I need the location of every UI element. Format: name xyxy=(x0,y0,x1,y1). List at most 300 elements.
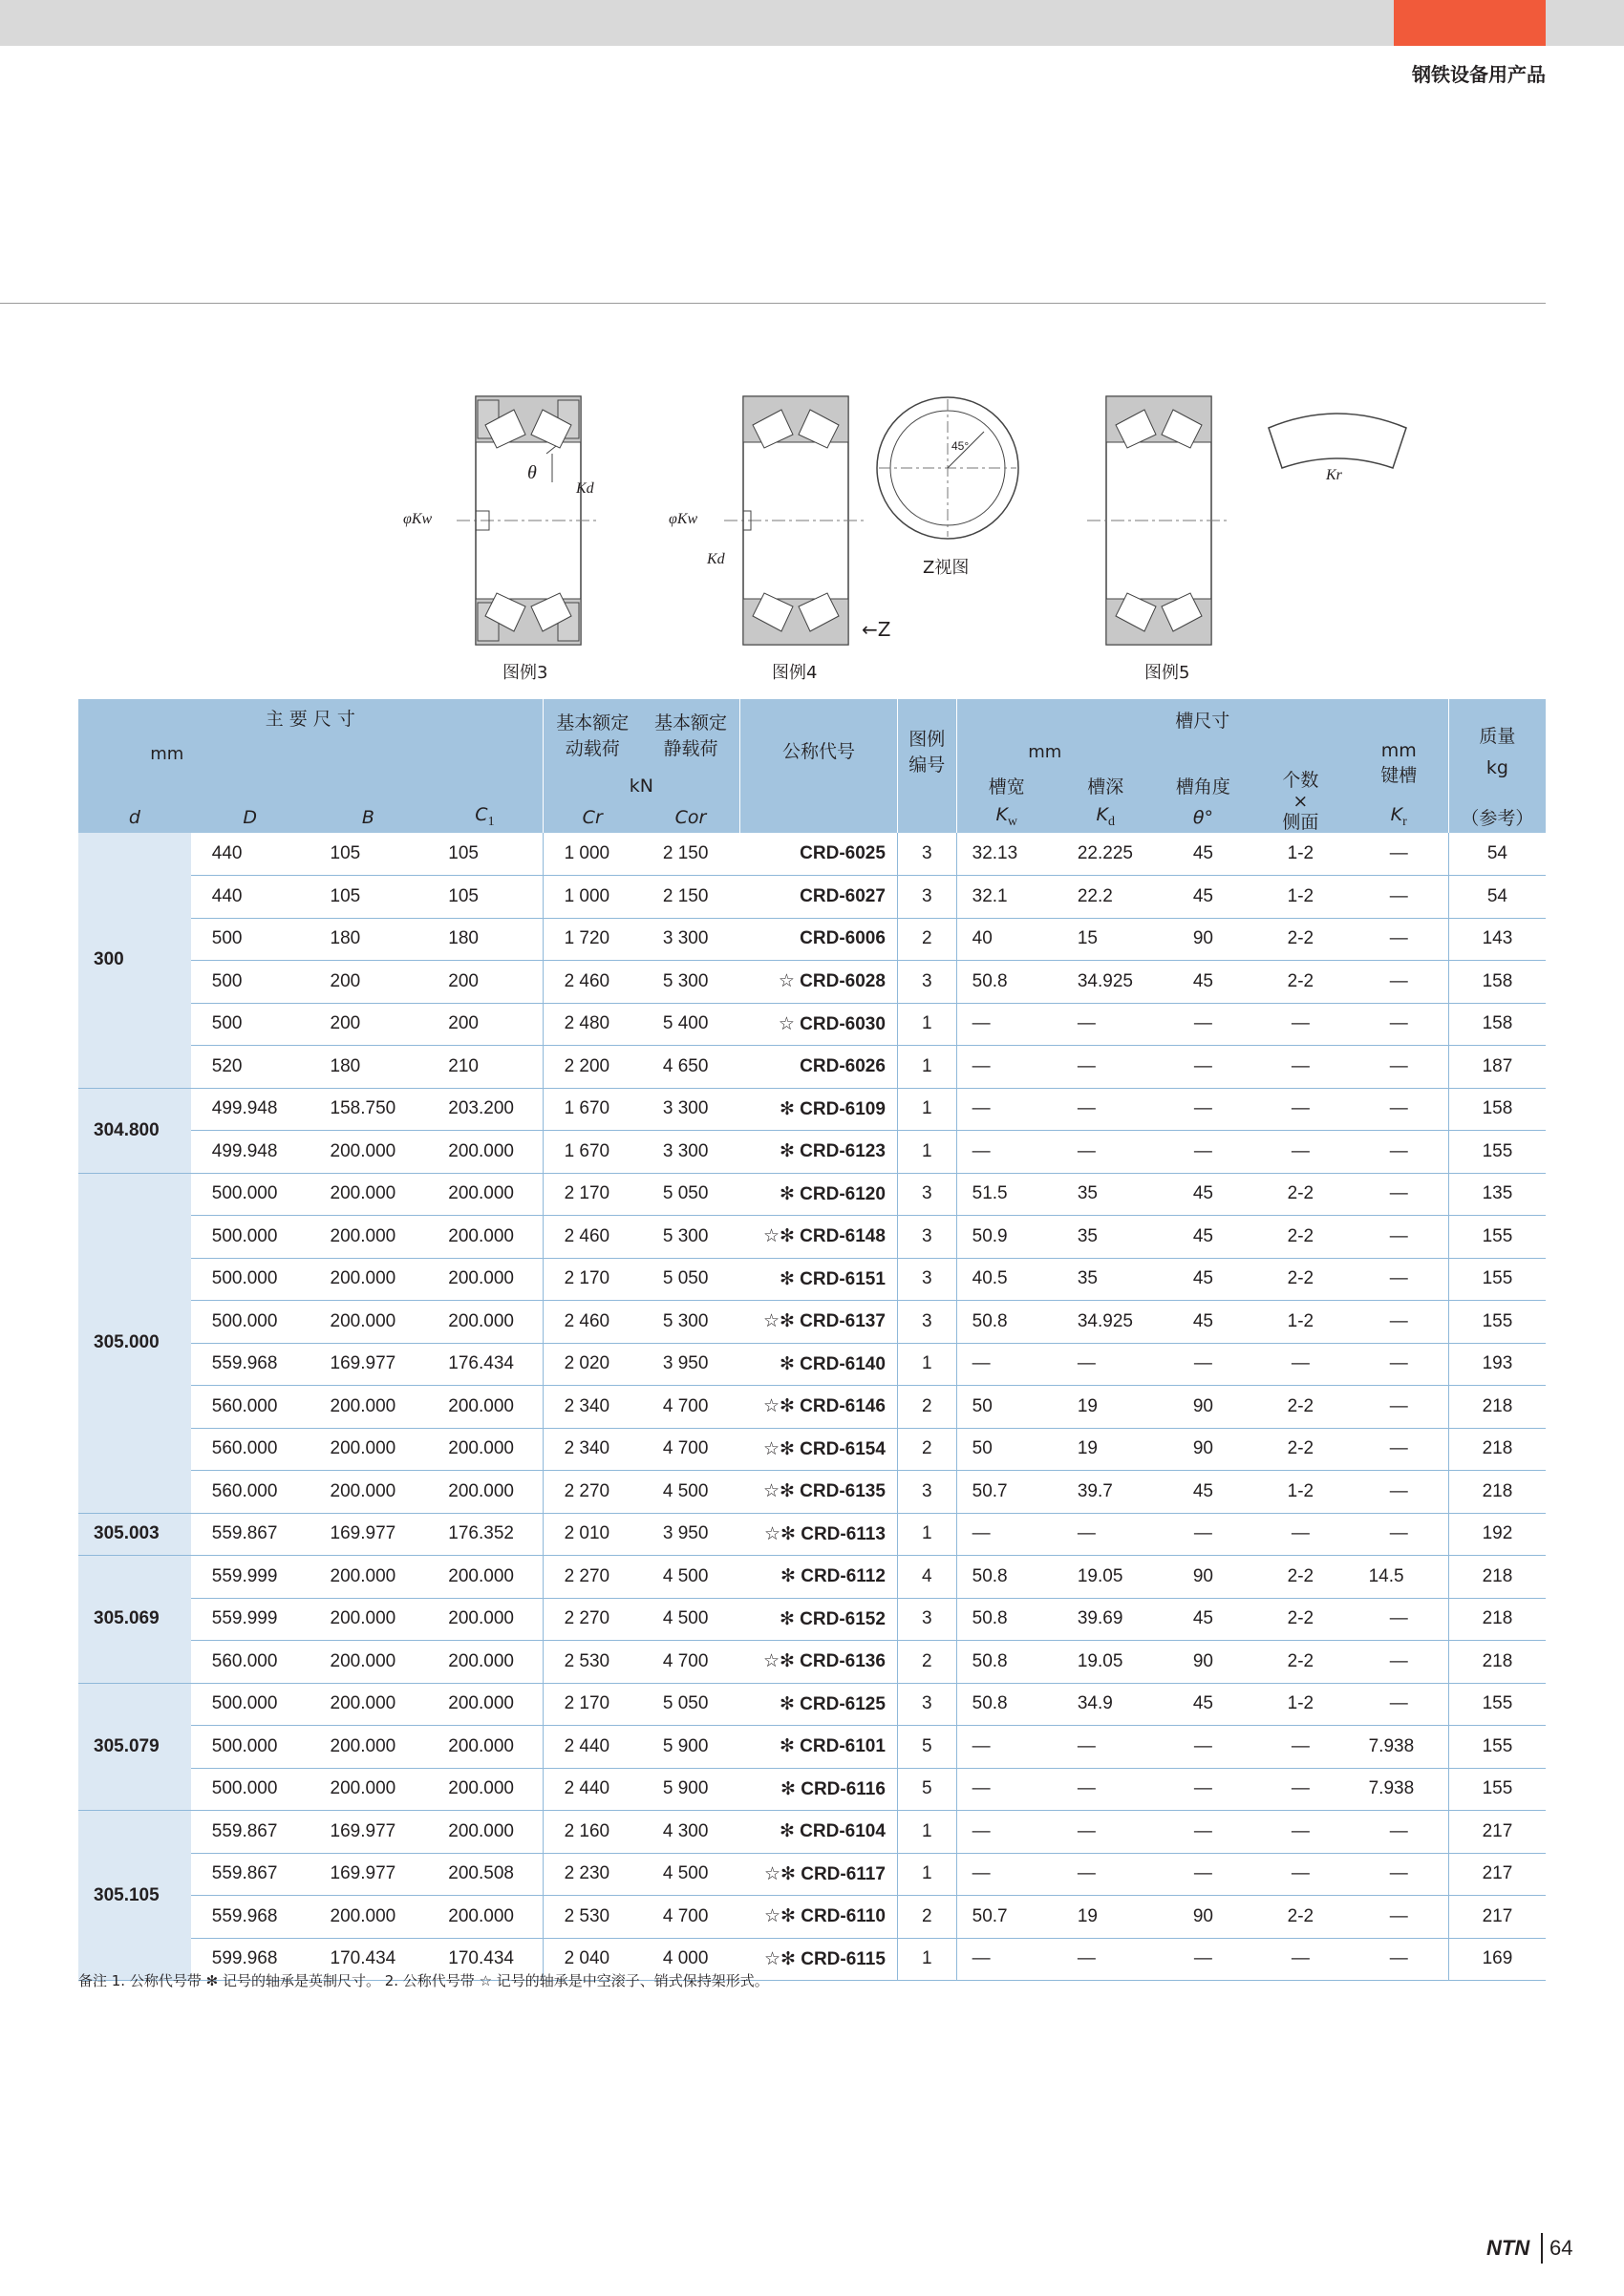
groove-angle-cell: 45 xyxy=(1155,1258,1251,1301)
groove-width-cell: — xyxy=(956,1768,1057,1811)
keyway-cell: — xyxy=(1350,1471,1449,1514)
dynamic-load-cell: 2 460 xyxy=(543,1301,642,1344)
phi-kw-label-fig4: φKw xyxy=(669,511,698,527)
count-side-cell: — xyxy=(1251,1853,1349,1896)
table-row xyxy=(78,1173,1546,1216)
groove-depth-cell: 35 xyxy=(1057,1258,1155,1301)
model-cell xyxy=(740,1343,898,1386)
model-code: CRD-6140 xyxy=(800,1353,886,1374)
figure-5-drawing xyxy=(1087,396,1230,645)
model-mark: ☆✻ xyxy=(762,1651,795,1672)
header-groove-width: 槽宽 xyxy=(956,770,1057,801)
outer-diameter-cell: 500 xyxy=(191,918,310,961)
groove-angle-cell: — xyxy=(1155,1853,1251,1896)
model-mark: ✻ xyxy=(779,1183,795,1204)
model-cell xyxy=(740,1386,898,1429)
groove-width-cell: — xyxy=(956,1811,1057,1854)
groove-width-cell: — xyxy=(956,1131,1057,1174)
bearing-figures xyxy=(382,382,1433,688)
mass-cell: 143 xyxy=(1448,918,1546,961)
fig-no-cell: 1 xyxy=(897,1853,956,1896)
model-code: CRD-6109 xyxy=(800,1098,886,1119)
model-cell xyxy=(740,1726,898,1769)
header-dynamic-load: 基本额定 动载荷 xyxy=(543,699,642,770)
footnote: 备注 1. 公称代号带 ✻ 记号的轴承是英制尺寸。 2. 公称代号带 ☆ 记号的轴承是中空滚子、销式保持架形式。 xyxy=(78,1972,769,1989)
groove-angle-cell: — xyxy=(1155,1811,1251,1854)
groove-depth-cell: — xyxy=(1057,1726,1155,1769)
static-load-cell: 3 300 xyxy=(642,918,740,961)
header-mass: 质量 kg xyxy=(1448,699,1546,801)
model-cell xyxy=(740,1896,898,1939)
table-row xyxy=(78,1301,1546,1344)
dynamic-load-cell: 2 170 xyxy=(543,1173,642,1216)
count-side-cell: 1-2 xyxy=(1251,833,1349,876)
fig-no-cell: 1 xyxy=(897,1046,956,1089)
groove-angle-cell: 90 xyxy=(1155,1641,1251,1684)
header-static-load: 基本额定 静载荷 xyxy=(642,699,740,770)
groove-angle-cell: — xyxy=(1155,1513,1251,1556)
header-model: 公称代号 xyxy=(740,699,898,801)
width-c1-cell: 200.000 xyxy=(427,1598,543,1641)
header-keyway: mm 键槽 xyxy=(1350,770,1449,801)
header-d: d xyxy=(78,801,191,833)
bore-diameter-cell: 305.003 xyxy=(78,1513,191,1556)
count-side-cell: — xyxy=(1251,1513,1349,1556)
header-Cr: Cr xyxy=(543,801,642,833)
bore-diameter-cell: 305.079 xyxy=(78,1683,191,1811)
groove-width-cell: 50.8 xyxy=(956,1641,1057,1684)
static-load-cell: 2 150 xyxy=(642,833,740,876)
static-load-cell: 4 500 xyxy=(642,1471,740,1514)
dynamic-load-cell: 2 270 xyxy=(543,1598,642,1641)
table-row xyxy=(78,1258,1546,1301)
keyway-cell: — xyxy=(1350,1003,1449,1046)
fig-no-cell: 2 xyxy=(897,1428,956,1471)
mass-cell: 155 xyxy=(1448,1258,1546,1301)
table-row xyxy=(78,1853,1546,1896)
width-b-cell: 169.977 xyxy=(310,1811,428,1854)
header-Cor: Cor xyxy=(642,801,740,833)
width-b-cell: 200.000 xyxy=(310,1428,428,1471)
groove-angle-cell: — xyxy=(1155,1088,1251,1131)
static-load-cell: 4 650 xyxy=(642,1046,740,1089)
model-code: CRD-6148 xyxy=(800,1226,886,1247)
model-mark: ☆✻ xyxy=(763,1863,796,1884)
dynamic-load-cell: 2 340 xyxy=(543,1386,642,1429)
groove-depth-cell: — xyxy=(1057,1046,1155,1089)
keyway-cell: — xyxy=(1350,918,1449,961)
keyway-cell: — xyxy=(1350,1513,1449,1556)
width-b-cell: 200.000 xyxy=(310,1726,428,1769)
mass-cell: 193 xyxy=(1448,1343,1546,1386)
groove-depth-cell: 35 xyxy=(1057,1216,1155,1259)
fig-no-cell: 2 xyxy=(897,918,956,961)
model-mark: ☆✻ xyxy=(762,1438,795,1459)
outer-diameter-cell: 500.000 xyxy=(191,1301,310,1344)
width-c1-cell: 200.000 xyxy=(427,1301,543,1344)
table-row xyxy=(78,1811,1546,1854)
model-cell xyxy=(740,1301,898,1344)
groove-width-cell: 50.8 xyxy=(956,961,1057,1004)
model-mark: ☆✻ xyxy=(763,1948,796,1969)
model-mark: ✻ xyxy=(779,1268,795,1289)
table-row xyxy=(78,961,1546,1004)
dynamic-load-cell: 2 270 xyxy=(543,1556,642,1599)
groove-angle-cell: — xyxy=(1155,1046,1251,1089)
keyway-cell: — xyxy=(1350,1896,1449,1939)
model-mark: ☆ xyxy=(778,971,795,992)
groove-depth-cell: — xyxy=(1057,1768,1155,1811)
static-load-cell: 2 150 xyxy=(642,876,740,919)
groove-angle-cell: 90 xyxy=(1155,1386,1251,1429)
z-arrow-label: ←Z xyxy=(862,618,891,641)
width-c1-cell: 200.000 xyxy=(427,1386,543,1429)
mass-cell: 218 xyxy=(1448,1386,1546,1429)
groove-width-cell: 51.5 xyxy=(956,1173,1057,1216)
model-code: CRD-6123 xyxy=(800,1141,886,1162)
fig-no-cell: 5 xyxy=(897,1726,956,1769)
bore-diameter-cell: 305.105 xyxy=(78,1811,191,1981)
keyway-cell: — xyxy=(1350,1088,1449,1131)
groove-angle-cell: 45 xyxy=(1155,1301,1251,1344)
keyway-cell: — xyxy=(1350,1386,1449,1429)
dynamic-load-cell: 2 230 xyxy=(543,1853,642,1896)
table-row xyxy=(78,833,1546,876)
model-cell xyxy=(740,833,898,876)
keyway-cell: — xyxy=(1350,833,1449,876)
dynamic-load-cell: 1 670 xyxy=(543,1131,642,1174)
fig-no-cell: 4 xyxy=(897,1556,956,1599)
fig-no-cell: 1 xyxy=(897,1003,956,1046)
groove-depth-cell: 34.925 xyxy=(1057,961,1155,1004)
width-c1-cell: 200.000 xyxy=(427,1173,543,1216)
outer-diameter-cell: 599.968 xyxy=(191,1938,310,1981)
header-Kw: $K_w$ xyxy=(956,801,1057,833)
static-load-cell: 3 950 xyxy=(642,1343,740,1386)
width-b-cell: 158.750 xyxy=(310,1088,428,1131)
outer-diameter-cell: 559.999 xyxy=(191,1598,310,1641)
z-view-drawing xyxy=(877,397,1018,539)
count-side-cell: 2-2 xyxy=(1251,918,1349,961)
width-c1-cell: 105 xyxy=(427,876,543,919)
outer-diameter-cell: 500.000 xyxy=(191,1726,310,1769)
model-code: CRD-6028 xyxy=(800,971,886,992)
groove-width-cell: 50.7 xyxy=(956,1471,1057,1514)
model-mark: ✻ xyxy=(780,1566,796,1587)
model-code: CRD-6137 xyxy=(800,1311,886,1332)
table-row xyxy=(78,1088,1546,1131)
model-cell xyxy=(740,961,898,1004)
width-c1-cell: 200.000 xyxy=(427,1726,543,1769)
model-mark: ✻ xyxy=(779,1608,795,1629)
groove-depth-cell: 39.69 xyxy=(1057,1598,1155,1641)
width-c1-cell: 200.000 xyxy=(427,1258,543,1301)
groove-depth-cell: — xyxy=(1057,1343,1155,1386)
outer-diameter-cell: 440 xyxy=(191,833,310,876)
groove-angle-cell: 90 xyxy=(1155,1556,1251,1599)
model-cell xyxy=(740,876,898,919)
dynamic-load-cell: 1 720 xyxy=(543,918,642,961)
dynamic-load-cell: 2 530 xyxy=(543,1896,642,1939)
phi-kw-label-fig3: φKw xyxy=(403,511,433,527)
mass-cell: 218 xyxy=(1448,1598,1546,1641)
keyway-cell: — xyxy=(1350,1428,1449,1471)
groove-width-cell: — xyxy=(956,1938,1057,1981)
groove-width-cell: — xyxy=(956,1853,1057,1896)
fig-no-cell: 3 xyxy=(897,1301,956,1344)
model-cell xyxy=(740,1598,898,1641)
bore-diameter-cell: 305.000 xyxy=(78,1173,191,1513)
width-b-cell: 169.977 xyxy=(310,1853,428,1896)
model-mark: ✻ xyxy=(780,1778,796,1799)
groove-width-cell: 40 xyxy=(956,918,1057,961)
z-view-label: Z视图 xyxy=(923,558,970,578)
static-load-cell: 4 700 xyxy=(642,1641,740,1684)
header-Kd: $K_d$ xyxy=(1057,801,1155,833)
header-D: D xyxy=(191,801,310,833)
figure-4-drawing xyxy=(724,396,867,645)
header-main-dims: 主 要 尺 寸 mm xyxy=(78,699,543,770)
table-row xyxy=(78,1471,1546,1514)
mass-cell: 155 xyxy=(1448,1216,1546,1259)
model-code: CRD-6146 xyxy=(800,1396,886,1417)
width-c1-cell: 200 xyxy=(427,961,543,1004)
mass-cell: 135 xyxy=(1448,1173,1546,1216)
count-side-cell: — xyxy=(1251,1768,1349,1811)
table-row xyxy=(78,1598,1546,1641)
dynamic-load-cell: 1 000 xyxy=(543,876,642,919)
width-b-cell: 200 xyxy=(310,1003,428,1046)
width-c1-cell: 200.000 xyxy=(427,1641,543,1684)
count-side-cell: — xyxy=(1251,1088,1349,1131)
figure-5-caption: 图例5 xyxy=(1144,663,1190,683)
table-row xyxy=(78,1556,1546,1599)
count-side-cell: — xyxy=(1251,1811,1349,1854)
count-side-cell: 2-2 xyxy=(1251,1641,1349,1684)
fig-no-cell: 3 xyxy=(897,833,956,876)
mass-cell: 158 xyxy=(1448,1003,1546,1046)
bearing-spec-table xyxy=(78,699,1546,1981)
static-load-cell: 5 050 xyxy=(642,1683,740,1726)
fig-no-cell: 3 xyxy=(897,1598,956,1641)
outer-diameter-cell: 500.000 xyxy=(191,1216,310,1259)
model-code: CRD-6006 xyxy=(800,928,886,949)
static-load-cell: 4 500 xyxy=(642,1853,740,1896)
fig-no-cell: 3 xyxy=(897,1173,956,1216)
mass-cell: 158 xyxy=(1448,1088,1546,1131)
keyway-cell: — xyxy=(1350,1343,1449,1386)
outer-diameter-cell: 500 xyxy=(191,1003,310,1046)
keyway-cell: — xyxy=(1350,1811,1449,1854)
width-b-cell: 200.000 xyxy=(310,1301,428,1344)
fig-no-cell: 2 xyxy=(897,1386,956,1429)
groove-depth-cell: 34.925 xyxy=(1057,1301,1155,1344)
width-c1-cell: 203.200 xyxy=(427,1088,543,1131)
mass-cell: 192 xyxy=(1448,1513,1546,1556)
width-c1-cell: 200.000 xyxy=(427,1683,543,1726)
count-side-cell: 2-2 xyxy=(1251,961,1349,1004)
width-c1-cell: 210 xyxy=(427,1046,543,1089)
width-b-cell: 200.000 xyxy=(310,1131,428,1174)
model-mark: ☆✻ xyxy=(762,1311,795,1332)
count-side-cell: — xyxy=(1251,1046,1349,1089)
outer-diameter-cell: 499.948 xyxy=(191,1131,310,1174)
groove-depth-cell: 15 xyxy=(1057,918,1155,961)
model-code: CRD-6113 xyxy=(801,1523,886,1544)
figure-3-drawing xyxy=(457,396,600,645)
kr-label: Kr xyxy=(1326,467,1342,483)
width-b-cell: 105 xyxy=(310,833,428,876)
figure-4-caption: 图例4 xyxy=(772,663,818,683)
width-c1-cell: 200.000 xyxy=(427,1811,543,1854)
model-code: CRD-6101 xyxy=(800,1736,886,1757)
outer-diameter-cell: 500.000 xyxy=(191,1173,310,1216)
model-cell xyxy=(740,1088,898,1131)
keyway-cell: 14.5 xyxy=(1350,1556,1449,1599)
count-side-cell: — xyxy=(1251,1003,1349,1046)
keyway-cell: — xyxy=(1350,961,1449,1004)
groove-depth-cell: 19.05 xyxy=(1057,1641,1155,1684)
groove-depth-cell: — xyxy=(1057,1938,1155,1981)
outer-diameter-cell: 500.000 xyxy=(191,1258,310,1301)
groove-depth-cell: 22.225 xyxy=(1057,833,1155,876)
groove-depth-cell: — xyxy=(1057,1003,1155,1046)
groove-width-cell: 50.7 xyxy=(956,1896,1057,1939)
model-code: CRD-6154 xyxy=(800,1438,886,1459)
groove-angle-cell: 90 xyxy=(1155,1428,1251,1471)
model-mark: ☆✻ xyxy=(763,1906,796,1927)
model-mark: ☆✻ xyxy=(762,1481,795,1502)
static-load-cell: 4 700 xyxy=(642,1428,740,1471)
model-code: CRD-6135 xyxy=(800,1481,886,1502)
keyway-segment-drawing xyxy=(1269,414,1406,468)
static-load-cell: 4 000 xyxy=(642,1938,740,1981)
table-body xyxy=(78,833,1546,1981)
keyway-cell: — xyxy=(1350,1853,1449,1896)
header-Kr: $K_r$ xyxy=(1350,801,1449,833)
dynamic-load-cell: 2 440 xyxy=(543,1768,642,1811)
width-b-cell: 200.000 xyxy=(310,1471,428,1514)
static-load-cell: 5 900 xyxy=(642,1726,740,1769)
count-side-cell: 2-2 xyxy=(1251,1386,1349,1429)
width-b-cell: 170.434 xyxy=(310,1938,428,1981)
model-cell xyxy=(740,918,898,961)
mass-cell: 218 xyxy=(1448,1428,1546,1471)
count-side-cell: 2-2 xyxy=(1251,1173,1349,1216)
groove-angle-cell: — xyxy=(1155,1938,1251,1981)
static-load-cell: 3 300 xyxy=(642,1088,740,1131)
header-figno: 图例 编号 xyxy=(897,699,956,801)
model-cell xyxy=(740,1556,898,1599)
ntn-logo: NTN xyxy=(1486,2236,1530,2260)
width-b-cell: 200.000 xyxy=(310,1258,428,1301)
fig-no-cell: 1 xyxy=(897,1131,956,1174)
table-row xyxy=(78,1726,1546,1769)
fig-no-cell: 3 xyxy=(897,876,956,919)
table-row xyxy=(78,1003,1546,1046)
groove-width-cell: 50.8 xyxy=(956,1683,1057,1726)
static-load-cell: 4 700 xyxy=(642,1386,740,1429)
width-c1-cell: 200.508 xyxy=(427,1853,543,1896)
static-load-cell: 4 700 xyxy=(642,1896,740,1939)
static-load-cell: 5 300 xyxy=(642,1301,740,1344)
count-side-cell: 2-2 xyxy=(1251,1598,1349,1641)
model-code: CRD-6025 xyxy=(800,843,886,863)
dynamic-load-cell: 1 670 xyxy=(543,1088,642,1131)
count-side-cell: — xyxy=(1251,1131,1349,1174)
top-accent-block xyxy=(1394,0,1546,46)
table-row xyxy=(78,876,1546,919)
mass-cell: 218 xyxy=(1448,1556,1546,1599)
outer-diameter-cell: 520 xyxy=(191,1046,310,1089)
header-rule xyxy=(0,303,1546,304)
fig-no-cell: 3 xyxy=(897,1683,956,1726)
width-b-cell: 200.000 xyxy=(310,1556,428,1599)
static-load-cell: 5 300 xyxy=(642,961,740,1004)
outer-diameter-cell: 560.000 xyxy=(191,1471,310,1514)
groove-width-cell: 50.8 xyxy=(956,1556,1057,1599)
count-side-cell: 2-2 xyxy=(1251,1258,1349,1301)
width-c1-cell: 200.000 xyxy=(427,1768,543,1811)
groove-width-cell: 32.13 xyxy=(956,833,1057,876)
table-row xyxy=(78,1513,1546,1556)
model-code: CRD-6152 xyxy=(800,1608,886,1629)
model-cell xyxy=(740,1641,898,1684)
model-cell xyxy=(740,1768,898,1811)
count-side-cell: — xyxy=(1251,1938,1349,1981)
width-c1-cell: 200.000 xyxy=(427,1131,543,1174)
outer-diameter-cell: 500.000 xyxy=(191,1768,310,1811)
model-mark: ✻ xyxy=(779,1821,795,1842)
dynamic-load-cell: 2 480 xyxy=(543,1003,642,1046)
static-load-cell: 4 500 xyxy=(642,1598,740,1641)
count-side-cell: — xyxy=(1251,1343,1349,1386)
mass-cell: 155 xyxy=(1448,1301,1546,1344)
outer-diameter-cell: 559.999 xyxy=(191,1556,310,1599)
groove-width-cell: 50 xyxy=(956,1428,1057,1471)
keyway-cell: 7.938 xyxy=(1350,1726,1449,1769)
groove-width-cell: 50.8 xyxy=(956,1598,1057,1641)
outer-diameter-cell: 499.948 xyxy=(191,1088,310,1131)
mass-cell: 158 xyxy=(1448,961,1546,1004)
model-code: CRD-6125 xyxy=(800,1693,886,1714)
mass-cell: 54 xyxy=(1448,876,1546,919)
mass-cell: 217 xyxy=(1448,1896,1546,1939)
groove-depth-cell: 19 xyxy=(1057,1386,1155,1429)
outer-diameter-cell: 559.968 xyxy=(191,1343,310,1386)
outer-diameter-cell: 559.867 xyxy=(191,1513,310,1556)
groove-width-cell: 50 xyxy=(956,1386,1057,1429)
count-side-cell: 2-2 xyxy=(1251,1216,1349,1259)
count-side-cell: 2-2 xyxy=(1251,1896,1349,1939)
model-code: CRD-6026 xyxy=(800,1055,886,1076)
groove-angle-cell: 45 xyxy=(1155,1173,1251,1216)
model-cell xyxy=(740,1258,898,1301)
fig-no-cell: 1 xyxy=(897,1811,956,1854)
groove-depth-cell: — xyxy=(1057,1853,1155,1896)
header-mass-ref: （参考） xyxy=(1448,801,1546,833)
dynamic-load-cell: 2 530 xyxy=(543,1641,642,1684)
width-b-cell: 200.000 xyxy=(310,1768,428,1811)
model-cell xyxy=(740,1003,898,1046)
fig-no-cell: 2 xyxy=(897,1641,956,1684)
keyway-cell: 7.938 xyxy=(1350,1768,1449,1811)
width-b-cell: 200.000 xyxy=(310,1683,428,1726)
dynamic-load-cell: 2 460 xyxy=(543,961,642,1004)
count-side-cell: 1-2 xyxy=(1251,1683,1349,1726)
header-count-side: 个数 × 侧面 xyxy=(1251,770,1349,833)
outer-diameter-cell: 560.000 xyxy=(191,1641,310,1684)
